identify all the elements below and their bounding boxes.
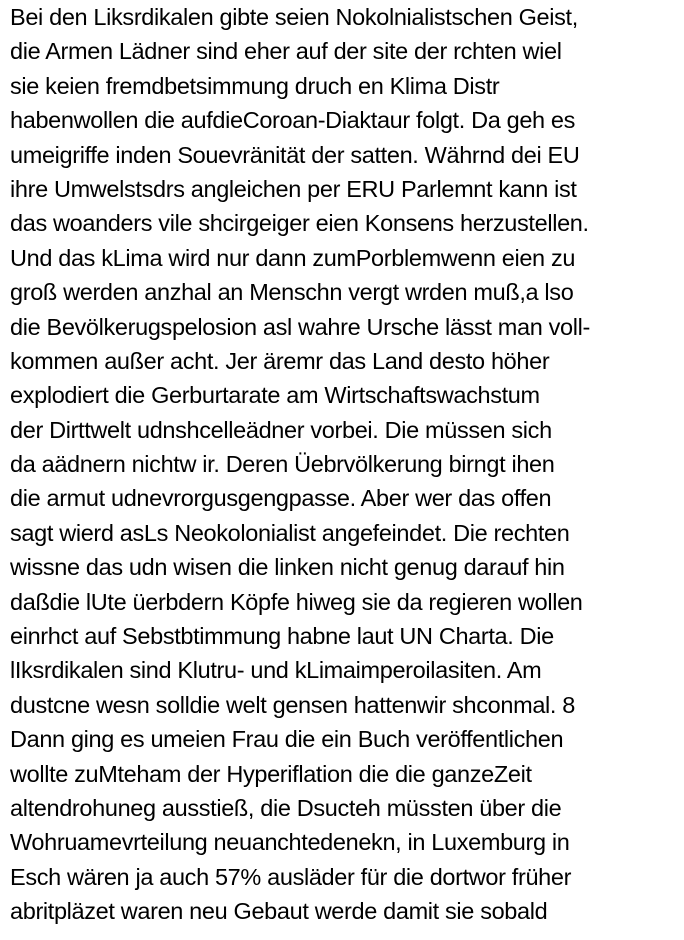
text-line: explodiert die Gerburtarate am Wirtschaftswachstum xyxy=(10,382,540,409)
text-line: abritpläzet waren neu Gebaut werde damit sie sobald xyxy=(10,898,548,925)
text-line: wollte zuMteham der Hyperiflation die die ganzeZeit xyxy=(10,760,532,787)
text-line: umeigriffe inden Souevränität der satten. Währnd dei EU xyxy=(10,141,580,168)
text-line: habenwollen die aufdieCoroan-Diaktaur folgt. Da geh es xyxy=(10,107,576,134)
body-text xyxy=(10,0,682,929)
text-line: Wohruamevrteilung neuanchtedenekn, in Luxemburg in xyxy=(10,829,570,856)
text-line: das woanders vile shcirgeiger eien Konsens herzustellen. xyxy=(10,210,589,237)
text-line: die armut udnevrorgusgengpasse. Aber wer das offen xyxy=(10,485,552,512)
text-line: kommen außer acht. Jer äremr das Land desto höher xyxy=(10,347,550,374)
text-line: die Bevölkerugspelosion asl wahre Ursche lässt man voll- xyxy=(10,313,590,340)
text-line: da aädnern nichtw ir. Deren Üebrvölkerung birngt ihen xyxy=(10,451,555,478)
text-line: der Dirttwelt udnshcelleädner vorbei. Die müssen sich xyxy=(10,416,552,443)
text-line: Und das kLima wird nur dann zumPorblemwenn eien zu xyxy=(10,244,576,271)
text-line: die Armen Lädner sind eher auf der site der rchten wiel xyxy=(10,38,562,65)
text-line: wissne das udn wisen die linken nicht genug darauf hin xyxy=(10,554,565,581)
text-line: altendrohuneg ausstieß, die Dsucteh müssten über die xyxy=(10,794,562,821)
text-line: Dann ging es umeien Frau die ein Buch veröffentlichen xyxy=(10,726,564,753)
text-line: sie keien fremdbetsimmung druch en Klima Distr xyxy=(10,72,500,99)
text-line: Esch wären ja auch 57% ausläder für die dortwor früher xyxy=(10,863,572,890)
text-line: einrhct auf Sebstbtimmung habne laut UN Charta. Die xyxy=(10,623,554,650)
text-line: Bei den Liksrdikalen gibte seien Nokolnialistschen Geist, xyxy=(10,4,578,30)
text-line: daßdie lUte üerbdern Köpfe hiweg sie da regieren wollen xyxy=(10,588,583,615)
text-line: lIksrdikalen sind Klutru- und kLimaimperoilasiten. Am xyxy=(10,657,542,684)
text-line: dustcne wesn solldie welt gensen hattenwir shconmal. 8 xyxy=(10,691,576,718)
text-line: sagt wierd asLs Neokolonialist angefeindet. Die rechten xyxy=(10,519,570,546)
text-line: groß werden anzhal an Menschn vergt wrden muß,a lso xyxy=(10,279,574,306)
text-line: ihre Umwelstsdrs angleichen per ERU Parlemnt kann ist xyxy=(10,175,577,202)
